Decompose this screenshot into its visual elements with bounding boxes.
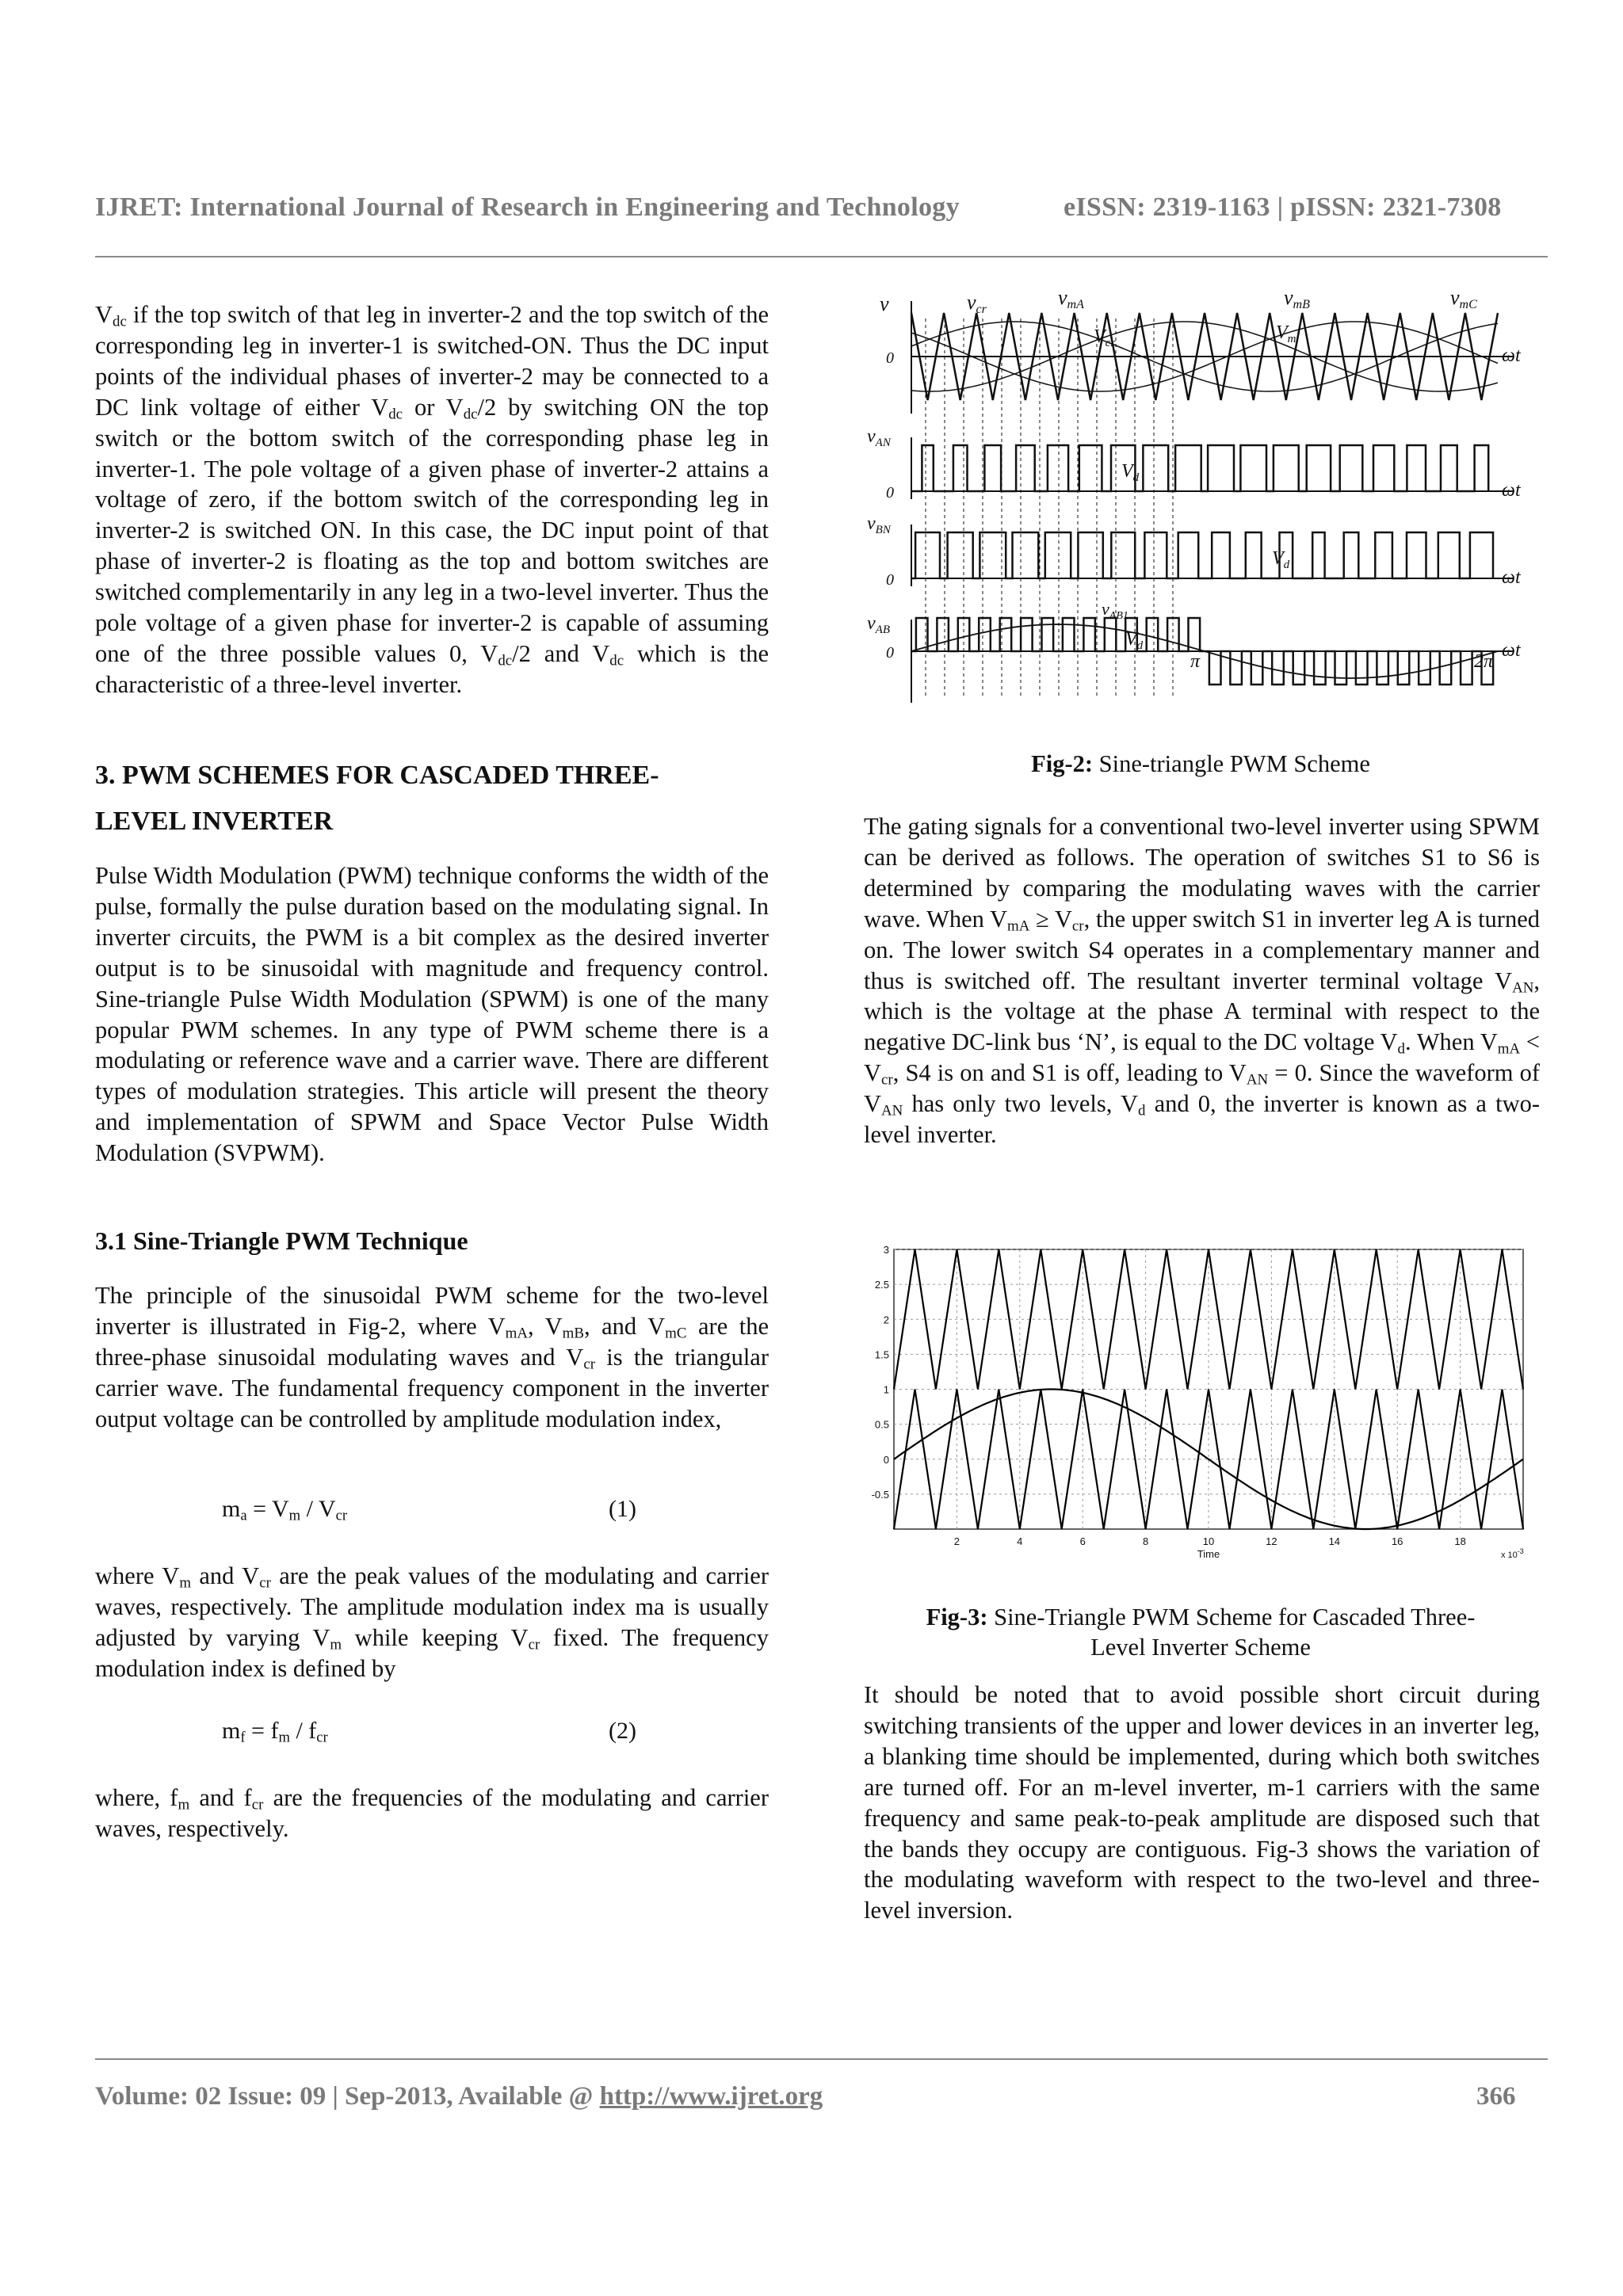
- header-rule: [95, 256, 1548, 257]
- fig2-label-zero: 0: [886, 349, 894, 367]
- paragraph-text: $V_{dc}$ if the top switch of that leg in inverter-2 and the top switch of the corresponding leg in inverter-1 is switched-ON. Thus the DC input points of the individual phases of inverter-2 may be connected to a DC link voltage of either $V_{dc}$ or $V_{dc}/2$ by switching ON the top switch or the bottom switch of the corresponding phase leg in inverter-1. The pole voltage of a given phase of inverter-2 attains a voltage of zero, if the bottom switch of the corresponding leg in inverter-2 is switched ON. In this case, the DC input point of that phase of inverter-2 is floating as the top and bottom switches are switched complementarily in any leg in a two-level inverter. Thus the pole voltage of a given phase for inverter-2 is capable of assuming one of the three possible values 0, $V_{dc}/2$ and $V_{dc}$ which is the characteristic of a three-level inverter.: [95, 301, 769, 698]
- fig2-label-2pi: 2π: [1474, 651, 1494, 672]
- fig2-label-v: v: [880, 292, 889, 315]
- fig3-xtick-label: 8: [1142, 1535, 1149, 1547]
- fig2-label-wt-1: ωt: [1502, 345, 1521, 366]
- fig2-label-vmc: vmC: [1450, 287, 1477, 311]
- paragraph-left-1: [95, 299, 769, 700]
- fig3-xtick-label: 12: [1266, 1535, 1277, 1547]
- footer: [95, 2082, 1537, 2111]
- fig2-label-vd-3: $V_d$: [1125, 629, 1144, 652]
- equation-text: $m_f = f_m / f_{cr}$: [222, 1718, 328, 1746]
- fig-3-caption: Fig-3: Sine-Triangle PWM Scheme for Cascaded Three- Level Inverter Scheme: [926, 1604, 1476, 1661]
- fig3-xtick-label: 16: [1391, 1535, 1403, 1547]
- page-number: 366: [1476, 2082, 1516, 2111]
- fig3-ytick-label: -0.5: [871, 1488, 889, 1501]
- fig2-pulse-train-vbn: [911, 532, 1493, 578]
- paragraph-left-4: [95, 1561, 769, 1684]
- equation-1: [222, 1496, 347, 1523]
- fig2-label-pi: π: [1190, 651, 1201, 672]
- equation-2: [222, 1718, 328, 1745]
- fig3-xtick-label: 2: [953, 1535, 960, 1547]
- fig2-label-vd-1: $V_d$: [1121, 461, 1140, 484]
- fig3-ytick-label: 3: [883, 1244, 889, 1256]
- footer-rule: [95, 2058, 1548, 2060]
- paragraph-text: where, $f_m$ and $f_{cr}$ are the frequencies of the modulating and carrier waves, respectively.: [95, 1784, 769, 1842]
- fig3-xtick-label: 14: [1328, 1535, 1341, 1547]
- paragraph-text: The gating signals for a conventional two-level inverter using SPWM can be derived as follows. The operation of switches S1 to S6 is determined by comparing the modulating waves with the carrier wave. When $V_{mA} \ge V_{cr}$, the upper switch S1 in inverter leg A is turned on. The lower switch S4 operates in a complementary manner and thus is switched off. The resultant inverter terminal voltage $V_{AN}$, which is the voltage at the phase A terminal with respect to the negative DC-link bus ‘N’, is equal to the DC voltage $V_d$. When $V_{mA} < V_{cr}$, S4 is on and S1 is off, leading to $V_{AN} = 0$. Since the waveform of $V_{AN}$ has only two levels, $V_d$ and 0, the inverter is known as a two-level inverter.: [864, 813, 1541, 1149]
- fig-3-chart: [864, 1240, 1537, 1573]
- fig2-label-van: $v_{AN}$: [867, 426, 891, 449]
- running-header: [95, 193, 1537, 223]
- fig2-label-zero: 0: [886, 644, 894, 662]
- paragraph-text: Pulse Width Modulation (PWM) technique conforms the width of the pulse, formally the pulse duration based on the modulating signal. In inverter circuits, the PWM is a bit complex as the desired inverter output is to be sinusoidal with magnitude and frequency control. Sine-triangle Pulse Width Modulation (SPWM) is one of the many popular PWM schemes. In any type of PWM scheme there is a modulating or reference wave and a carrier wave. There are different types of modulation strategies. This article will present the theory and implementation of SPWM and Space Vector Pulse Width Modulation (SVPWM).: [95, 862, 769, 1167]
- fig3-ytick-label: 1: [883, 1383, 889, 1396]
- fig3-xlabel: Time: [1197, 1548, 1220, 1560]
- section-heading-line1: 3. PWM SCHEMES FOR CASCADED THREE-: [95, 761, 659, 790]
- equation-2-number: (2): [609, 1718, 636, 1744]
- fig2-label-vd-2: $V_d$: [1272, 548, 1290, 571]
- fig2-label-wt: ωt: [1502, 567, 1521, 588]
- fig2-label-wt: ωt: [1502, 480, 1521, 501]
- fig2-label-vm-hat: $V_m$: [1276, 322, 1296, 345]
- fig2-label-vmb: vmB: [1284, 287, 1310, 311]
- fig-2-pwm-waveforms: [864, 287, 1537, 730]
- paragraph-left-2: [95, 860, 769, 1169]
- fig3-ytick-label: 0.5: [874, 1418, 889, 1431]
- fig3-xtick-label: 6: [1079, 1535, 1086, 1547]
- subsection-3-1: [95, 1226, 769, 1256]
- fig2-label-vbn: $v_{BN}$: [867, 513, 891, 536]
- fig2-label-vab: $v_{AB}$: [867, 613, 890, 636]
- fig3-ytick-label: 1.5: [874, 1348, 889, 1361]
- paragraph-text: The principle of the sinusoidal PWM scheme for the two-level inverter is illustrated in Fig-2, where $V_{mA}$, $V_{mB}$, and $V_{mC}$ are the three-phase sinusoidal modulating waves and $V_{cr}$ is the triangular carrier wave. The fundamental frequency component in the inverter output voltage can be controlled by amplitude modulation index,: [95, 1282, 769, 1432]
- fig2-label-wt-3: ωt: [1502, 640, 1521, 661]
- footer-link[interactable]: http://www.ijret.org: [599, 2082, 823, 2111]
- journal-title: IJRET: International Journal of Research in Engineering and Technology: [95, 193, 960, 222]
- fig3-xtick-label: 10: [1202, 1535, 1215, 1547]
- paragraph-text: where $V_m$ and $V_{cr}$ are the peak values of the modulating and carrier waves, respectively. The amplitude modulation index ma is usually adjusted by varying $V_m$ while keeping $V_{cr}$ fixed. The frequency modulation index is defined by: [95, 1562, 769, 1682]
- paragraph-left-5: [95, 1783, 769, 1844]
- fig2-label-vcr-hat: $V_{cr}$: [1094, 326, 1116, 349]
- fig3-xtick-label: 18: [1454, 1535, 1466, 1547]
- fig2-label-vab1: $v_{AB1}$: [1102, 599, 1128, 622]
- fig2-label-vma: vmA: [1058, 287, 1084, 311]
- fig2-pulse-train-van: [911, 445, 1488, 491]
- fig3-ytick-label: 2: [883, 1314, 889, 1326]
- footer-volume: Volume: 02 Issue: 09 | Sep-2013, Available @: [95, 2082, 600, 2111]
- equation-text: $m_a = V_m / V_{cr}$: [222, 1496, 348, 1524]
- paragraph-left-3: [95, 1280, 769, 1435]
- fig-2-caption: Fig-2: Sine-triangle PWM Scheme: [1031, 750, 1370, 777]
- paragraph-text: It should be noted that to avoid possible short circuit during switching transients of the upper and lower devices in an inverter leg, a blanking time should be implemented, during which both switches are turned off. For an m-level inverter, m-1 carriers with the same frequency and same peak-to-peak amplitude are disposed such that the bands they occupy are contiguous. Fig-3 shows the variation of the modulating waveform with respect to the two-level and three-level inversion.: [864, 1681, 1540, 1924]
- fig2-label-vcr: vcr: [967, 291, 987, 316]
- fig2-label-zero: 0: [886, 571, 894, 589]
- fig3-ytick-label: 0: [883, 1453, 889, 1466]
- section-3-heading: [95, 753, 769, 845]
- fig3-xtick-label: 4: [1017, 1535, 1023, 1547]
- equation-1-number: (1): [609, 1496, 636, 1522]
- issn: eISSN: 2319-1163 | pISSN: 2321-7308: [1064, 193, 1502, 222]
- fig3-x-multiplier: x $10^{-3}$: [1501, 1547, 1524, 1560]
- paragraph-right-1: [864, 811, 1540, 1150]
- fig2-label-zero: 0: [886, 484, 894, 502]
- paragraph-right-2: [864, 1680, 1540, 1926]
- section-heading-line2: LEVEL INVERTER: [95, 807, 334, 836]
- fig3-ytick-label: 2.5: [874, 1279, 889, 1291]
- subsection-heading: 3.1 Sine-Triangle PWM Technique: [95, 1226, 468, 1255]
